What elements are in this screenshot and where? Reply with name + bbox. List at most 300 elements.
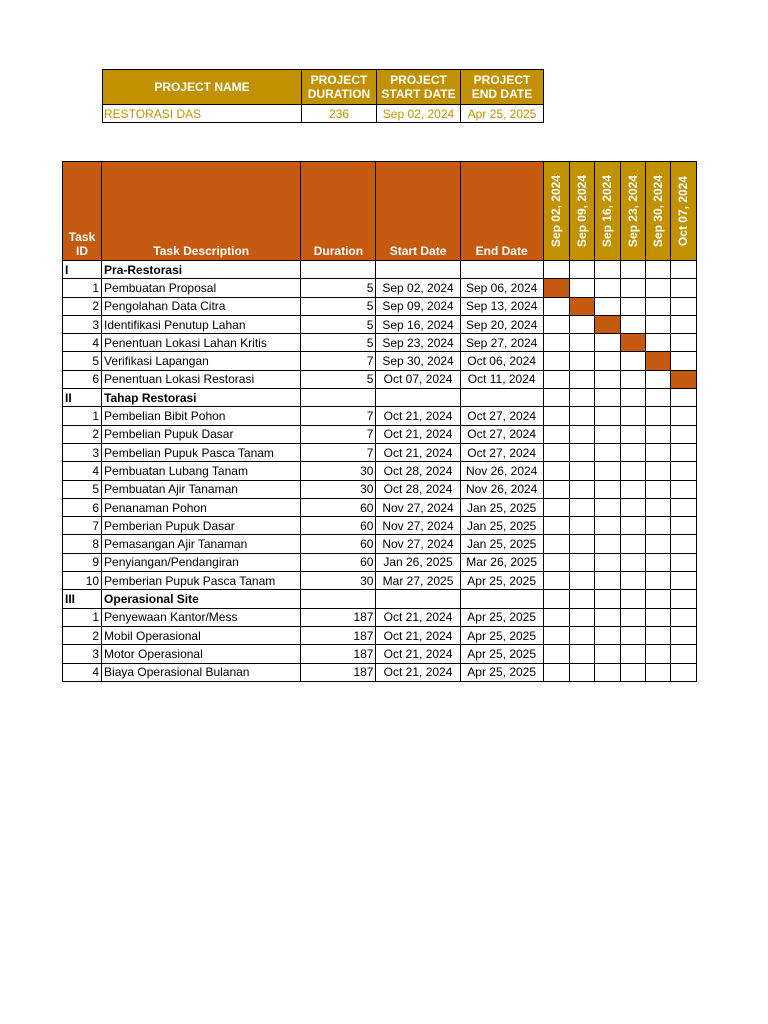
gantt-cell[interactable] bbox=[670, 443, 696, 461]
gantt-cell[interactable] bbox=[645, 389, 670, 407]
gantt-cell[interactable] bbox=[569, 590, 594, 608]
duration-cell[interactable] bbox=[301, 261, 376, 279]
task-description-cell[interactable]: Pembuatan Proposal bbox=[102, 279, 301, 297]
gantt-cell[interactable] bbox=[569, 389, 594, 407]
gantt-cell[interactable] bbox=[670, 407, 696, 425]
end-date-cell[interactable]: Oct 27, 2024 bbox=[460, 425, 543, 443]
gantt-cell[interactable] bbox=[645, 407, 670, 425]
task-row bbox=[63, 517, 697, 535]
duration-cell[interactable] bbox=[301, 389, 376, 407]
gantt-cell[interactable] bbox=[543, 462, 569, 480]
gantt-cell[interactable] bbox=[569, 517, 594, 535]
gantt-cell[interactable] bbox=[594, 389, 620, 407]
task-description-cell[interactable]: Penentuan Lokasi Restorasi bbox=[102, 370, 301, 388]
week-label: Sep 09, 2024 bbox=[574, 174, 589, 248]
gantt-cell[interactable] bbox=[670, 352, 696, 370]
gantt-cell[interactable] bbox=[594, 590, 620, 608]
header-project-start-date: PROJECT START DATE bbox=[377, 70, 461, 105]
start-date-cell[interactable]: Nov 27, 2024 bbox=[376, 517, 460, 535]
gantt-cell[interactable] bbox=[569, 608, 594, 626]
week-header-2 bbox=[594, 162, 620, 261]
project-end-date-cell[interactable]: Apr 25, 2025 bbox=[461, 105, 544, 123]
start-date-cell[interactable]: Sep 16, 2024 bbox=[376, 315, 460, 333]
header-project-end-date: PROJECT END DATE bbox=[461, 70, 544, 105]
duration-cell[interactable]: 60 bbox=[301, 553, 376, 571]
gantt-cell[interactable] bbox=[594, 279, 620, 297]
gantt-cell[interactable] bbox=[620, 315, 645, 333]
task-description-cell[interactable]: Penyiangan/Pendangiran bbox=[102, 553, 301, 571]
end-date-cell[interactable]: Oct 27, 2024 bbox=[460, 407, 543, 425]
end-date-cell[interactable]: Nov 26, 2024 bbox=[460, 462, 543, 480]
start-date-cell[interactable]: Sep 30, 2024 bbox=[376, 352, 460, 370]
gantt-cell[interactable] bbox=[543, 261, 569, 279]
week-header-5 bbox=[670, 162, 696, 261]
gantt-cell[interactable] bbox=[569, 572, 594, 590]
gantt-body bbox=[63, 261, 697, 682]
task-description-cell[interactable]: Mobil Operasional bbox=[102, 626, 301, 644]
end-date-cell[interactable]: Sep 20, 2024 bbox=[460, 315, 543, 333]
gantt-task-table bbox=[62, 161, 697, 682]
gantt-cell[interactable] bbox=[543, 370, 569, 388]
start-date-cell[interactable]: Oct 28, 2024 bbox=[376, 462, 460, 480]
start-date-cell[interactable]: Oct 21, 2024 bbox=[376, 425, 460, 443]
gantt-cell[interactable] bbox=[594, 352, 620, 370]
header-project-name: PROJECT NAME bbox=[103, 70, 302, 105]
gantt-cell[interactable] bbox=[645, 462, 670, 480]
week-label: Sep 02, 2024 bbox=[549, 174, 564, 248]
start-date-cell[interactable] bbox=[376, 590, 460, 608]
week-header-1 bbox=[569, 162, 594, 261]
gantt-cell[interactable] bbox=[645, 517, 670, 535]
task-id-cell[interactable]: 1 bbox=[63, 279, 102, 297]
gantt-bar[interactable] bbox=[670, 370, 696, 388]
gantt-cell[interactable] bbox=[543, 315, 569, 333]
task-id-cell[interactable]: 2 bbox=[63, 425, 102, 443]
task-id-cell[interactable]: 6 bbox=[63, 498, 102, 516]
task-id-cell[interactable]: 3 bbox=[63, 315, 102, 333]
duration-cell[interactable]: 5 bbox=[301, 315, 376, 333]
gantt-cell[interactable] bbox=[594, 334, 620, 352]
task-id-cell[interactable]: 1 bbox=[63, 608, 102, 626]
end-date-cell[interactable]: Sep 13, 2024 bbox=[460, 297, 543, 315]
gantt-cell[interactable] bbox=[543, 425, 569, 443]
task-description-cell[interactable]: Penanaman Pohon bbox=[102, 498, 301, 516]
gantt-cell[interactable] bbox=[620, 645, 645, 663]
duration-cell[interactable]: 5 bbox=[301, 370, 376, 388]
gantt-cell[interactable] bbox=[645, 279, 670, 297]
gantt-cell[interactable] bbox=[620, 352, 645, 370]
gantt-cell[interactable] bbox=[543, 389, 569, 407]
task-id-cell[interactable]: 8 bbox=[63, 535, 102, 553]
task-id-cell[interactable]: 5 bbox=[63, 352, 102, 370]
task-row bbox=[63, 407, 697, 425]
task-id-cell[interactable]: 3 bbox=[63, 443, 102, 461]
gantt-cell[interactable] bbox=[594, 480, 620, 498]
gantt-cell[interactable] bbox=[569, 626, 594, 644]
gantt-bar[interactable] bbox=[645, 352, 670, 370]
gantt-cell[interactable] bbox=[620, 517, 645, 535]
header-end-date: End Date bbox=[460, 162, 543, 261]
task-row bbox=[63, 425, 697, 443]
section-title-cell[interactable]: Pra-Restorasi bbox=[102, 261, 301, 279]
end-date-cell[interactable] bbox=[460, 389, 543, 407]
task-id-cell[interactable]: 4 bbox=[63, 334, 102, 352]
duration-cell[interactable]: 187 bbox=[301, 626, 376, 644]
gantt-cell[interactable] bbox=[569, 462, 594, 480]
duration-cell[interactable] bbox=[301, 590, 376, 608]
start-date-cell[interactable]: Nov 27, 2024 bbox=[376, 498, 460, 516]
gantt-bar[interactable] bbox=[543, 279, 569, 297]
duration-cell[interactable]: 60 bbox=[301, 517, 376, 535]
start-date-cell[interactable]: Oct 21, 2024 bbox=[376, 407, 460, 425]
gantt-cell[interactable] bbox=[620, 261, 645, 279]
gantt-cell[interactable] bbox=[670, 425, 696, 443]
gantt-cell[interactable] bbox=[620, 425, 645, 443]
end-date-cell[interactable]: Jan 25, 2025 bbox=[460, 535, 543, 553]
gantt-cell[interactable] bbox=[620, 553, 645, 571]
start-date-cell[interactable]: Mar 27, 2025 bbox=[376, 572, 460, 590]
gantt-cell[interactable] bbox=[670, 297, 696, 315]
gantt-cell[interactable] bbox=[594, 663, 620, 681]
gantt-cell[interactable] bbox=[569, 370, 594, 388]
header-duration: Duration bbox=[301, 162, 376, 261]
duration-cell[interactable]: 5 bbox=[301, 334, 376, 352]
gantt-cell[interactable] bbox=[569, 480, 594, 498]
task-row bbox=[63, 370, 697, 388]
header-task-description: Task Description bbox=[102, 162, 301, 261]
gantt-cell[interactable] bbox=[569, 352, 594, 370]
gantt-cell[interactable] bbox=[620, 535, 645, 553]
start-date-cell[interactable]: Oct 21, 2024 bbox=[376, 663, 460, 681]
task-row bbox=[63, 462, 697, 480]
gantt-cell[interactable] bbox=[543, 663, 569, 681]
gantt-cell[interactable] bbox=[569, 425, 594, 443]
section-id-cell[interactable]: II bbox=[63, 389, 102, 407]
end-date-cell[interactable]: Jan 25, 2025 bbox=[460, 498, 543, 516]
gantt-cell[interactable] bbox=[670, 608, 696, 626]
task-description-cell[interactable]: Identifikasi Penutup Lahan bbox=[102, 315, 301, 333]
gantt-cell[interactable] bbox=[543, 498, 569, 516]
gantt-cell[interactable] bbox=[620, 480, 645, 498]
end-date-cell[interactable]: Jan 25, 2025 bbox=[460, 517, 543, 535]
gantt-cell[interactable] bbox=[620, 443, 645, 461]
task-id-cell[interactable]: 3 bbox=[63, 645, 102, 663]
gantt-cell[interactable] bbox=[569, 261, 594, 279]
gantt-cell[interactable] bbox=[543, 480, 569, 498]
duration-cell[interactable]: 187 bbox=[301, 608, 376, 626]
gantt-cell[interactable] bbox=[594, 572, 620, 590]
gantt-bar[interactable] bbox=[569, 297, 594, 315]
start-date-cell[interactable]: Sep 23, 2024 bbox=[376, 334, 460, 352]
gantt-cell[interactable] bbox=[645, 370, 670, 388]
gantt-cell[interactable] bbox=[670, 626, 696, 644]
section-title-cell[interactable]: Operasional Site bbox=[102, 590, 301, 608]
gantt-cell[interactable] bbox=[620, 389, 645, 407]
gantt-cell[interactable] bbox=[670, 279, 696, 297]
gantt-cell[interactable] bbox=[620, 663, 645, 681]
gantt-cell[interactable] bbox=[670, 535, 696, 553]
gantt-cell[interactable] bbox=[670, 572, 696, 590]
gantt-cell[interactable] bbox=[543, 572, 569, 590]
task-row bbox=[63, 480, 697, 498]
start-date-cell[interactable]: Oct 21, 2024 bbox=[376, 443, 460, 461]
gantt-cell[interactable] bbox=[594, 553, 620, 571]
gantt-cell[interactable] bbox=[569, 279, 594, 297]
gantt-cell[interactable] bbox=[594, 443, 620, 461]
week-label: Sep 16, 2024 bbox=[600, 174, 615, 248]
task-row bbox=[63, 608, 697, 626]
duration-cell[interactable]: 187 bbox=[301, 645, 376, 663]
gantt-cell[interactable] bbox=[645, 590, 670, 608]
task-id-cell[interactable]: 2 bbox=[63, 626, 102, 644]
gantt-cell[interactable] bbox=[645, 572, 670, 590]
project-name-cell[interactable]: RESTORASI DAS bbox=[103, 105, 302, 123]
task-description-cell[interactable]: Biaya Operasional Bulanan bbox=[102, 663, 301, 681]
duration-cell[interactable]: 5 bbox=[301, 297, 376, 315]
duration-cell[interactable]: 60 bbox=[301, 535, 376, 553]
gantt-cell[interactable] bbox=[569, 498, 594, 516]
gantt-cell[interactable] bbox=[594, 261, 620, 279]
end-date-cell[interactable]: Sep 27, 2024 bbox=[460, 334, 543, 352]
gantt-cell[interactable] bbox=[569, 645, 594, 663]
task-id-cell[interactable]: 4 bbox=[63, 663, 102, 681]
start-date-cell[interactable]: Oct 21, 2024 bbox=[376, 608, 460, 626]
gantt-cell[interactable] bbox=[670, 645, 696, 663]
duration-cell[interactable]: 30 bbox=[301, 572, 376, 590]
gantt-cell[interactable] bbox=[594, 535, 620, 553]
gantt-cell[interactable] bbox=[620, 462, 645, 480]
summary-header-row bbox=[103, 70, 544, 105]
gantt-cell[interactable] bbox=[594, 370, 620, 388]
duration-cell[interactable]: 187 bbox=[301, 663, 376, 681]
task-description-cell[interactable]: Pembuatan Ajir Tanaman bbox=[102, 480, 301, 498]
gantt-cell[interactable] bbox=[645, 315, 670, 333]
gantt-cell[interactable] bbox=[543, 626, 569, 644]
project-duration-cell[interactable]: 236 bbox=[302, 105, 377, 123]
end-date-cell[interactable]: Oct 11, 2024 bbox=[460, 370, 543, 388]
end-date-cell[interactable]: Apr 25, 2025 bbox=[460, 608, 543, 626]
gantt-cell[interactable] bbox=[670, 480, 696, 498]
gantt-cell[interactable] bbox=[594, 645, 620, 663]
task-description-cell[interactable]: Pembelian Bibit Pohon bbox=[102, 407, 301, 425]
gantt-cell[interactable] bbox=[594, 626, 620, 644]
section-id-cell[interactable]: I bbox=[63, 261, 102, 279]
gantt-cell[interactable] bbox=[569, 553, 594, 571]
task-description-cell[interactable]: Pembelian Pupuk Dasar bbox=[102, 425, 301, 443]
start-date-cell[interactable]: Jan 26, 2025 bbox=[376, 553, 460, 571]
gantt-cell[interactable] bbox=[620, 297, 645, 315]
gantt-cell[interactable] bbox=[670, 261, 696, 279]
task-id-cell[interactable]: 2 bbox=[63, 297, 102, 315]
gantt-bar[interactable] bbox=[594, 315, 620, 333]
gantt-cell[interactable] bbox=[569, 315, 594, 333]
end-date-cell[interactable]: Mar 26, 2025 bbox=[460, 553, 543, 571]
gantt-cell[interactable] bbox=[620, 626, 645, 644]
end-date-cell[interactable] bbox=[460, 261, 543, 279]
project-start-date-cell[interactable]: Sep 02, 2024 bbox=[377, 105, 461, 123]
gantt-cell[interactable] bbox=[594, 608, 620, 626]
task-description-cell[interactable]: Pembelian Pupuk Pasca Tanam bbox=[102, 443, 301, 461]
week-label: Sep 23, 2024 bbox=[625, 174, 640, 248]
gantt-cell[interactable] bbox=[645, 645, 670, 663]
gantt-cell[interactable] bbox=[620, 279, 645, 297]
duration-cell[interactable]: 30 bbox=[301, 480, 376, 498]
week-header-4 bbox=[645, 162, 670, 261]
gantt-cell[interactable] bbox=[543, 407, 569, 425]
gantt-cell[interactable] bbox=[620, 572, 645, 590]
gantt-cell[interactable] bbox=[645, 553, 670, 571]
gantt-cell[interactable] bbox=[620, 590, 645, 608]
gantt-cell[interactable] bbox=[543, 443, 569, 461]
gantt-cell[interactable] bbox=[645, 425, 670, 443]
gantt-cell[interactable] bbox=[645, 443, 670, 461]
start-date-cell[interactable]: Oct 21, 2024 bbox=[376, 626, 460, 644]
task-row bbox=[63, 645, 697, 663]
gantt-cell[interactable] bbox=[543, 645, 569, 663]
end-date-cell[interactable]: Apr 25, 2025 bbox=[460, 626, 543, 644]
task-id-cell[interactable]: 10 bbox=[63, 572, 102, 590]
task-description-cell[interactable]: Penentuan Lokasi Lahan Kritis bbox=[102, 334, 301, 352]
gantt-cell[interactable] bbox=[543, 535, 569, 553]
gantt-cell[interactable] bbox=[645, 261, 670, 279]
gantt-cell[interactable] bbox=[543, 608, 569, 626]
week-header-0 bbox=[543, 162, 569, 261]
gantt-cell[interactable] bbox=[670, 334, 696, 352]
task-description-cell[interactable]: Penyewaan Kantor/Mess bbox=[102, 608, 301, 626]
duration-cell[interactable]: 30 bbox=[301, 462, 376, 480]
gantt-cell[interactable] bbox=[594, 407, 620, 425]
gantt-cell[interactable] bbox=[620, 608, 645, 626]
end-date-cell[interactable]: Apr 25, 2025 bbox=[460, 572, 543, 590]
end-date-cell[interactable] bbox=[460, 590, 543, 608]
gantt-cell[interactable] bbox=[569, 443, 594, 461]
task-id-cell[interactable]: 1 bbox=[63, 407, 102, 425]
end-date-cell[interactable]: Apr 25, 2025 bbox=[460, 645, 543, 663]
task-row bbox=[63, 626, 697, 644]
gantt-cell[interactable] bbox=[670, 517, 696, 535]
task-id-cell[interactable]: 6 bbox=[63, 370, 102, 388]
task-description-cell[interactable]: Motor Operasional bbox=[102, 645, 301, 663]
gantt-cell[interactable] bbox=[670, 462, 696, 480]
task-description-cell[interactable]: Pemberian Pupuk Dasar bbox=[102, 517, 301, 535]
section-id-cell[interactable]: III bbox=[63, 590, 102, 608]
task-id-cell[interactable]: 7 bbox=[63, 517, 102, 535]
gantt-cell[interactable] bbox=[670, 315, 696, 333]
gantt-cell[interactable] bbox=[594, 498, 620, 516]
gantt-cell[interactable] bbox=[594, 517, 620, 535]
gantt-cell[interactable] bbox=[670, 590, 696, 608]
gantt-cell[interactable] bbox=[594, 425, 620, 443]
gantt-cell[interactable] bbox=[594, 462, 620, 480]
task-row bbox=[63, 663, 697, 681]
task-row bbox=[63, 315, 697, 333]
section-row bbox=[63, 261, 697, 279]
end-date-cell[interactable]: Sep 06, 2024 bbox=[460, 279, 543, 297]
gantt-cell[interactable] bbox=[569, 663, 594, 681]
task-row bbox=[63, 498, 697, 516]
start-date-cell[interactable]: Oct 21, 2024 bbox=[376, 645, 460, 663]
duration-cell[interactable]: 60 bbox=[301, 498, 376, 516]
duration-cell[interactable]: 5 bbox=[301, 279, 376, 297]
start-date-cell[interactable] bbox=[376, 261, 460, 279]
task-row bbox=[63, 535, 697, 553]
gantt-bar[interactable] bbox=[620, 334, 645, 352]
section-row bbox=[63, 389, 697, 407]
gantt-cell[interactable] bbox=[543, 553, 569, 571]
task-row bbox=[63, 443, 697, 461]
summary-row bbox=[103, 105, 544, 123]
task-description-cell[interactable]: Pengolahan Data Citra bbox=[102, 297, 301, 315]
end-date-cell[interactable]: Oct 27, 2024 bbox=[460, 443, 543, 461]
gantt-cell[interactable] bbox=[569, 334, 594, 352]
gantt-cell[interactable] bbox=[670, 553, 696, 571]
gantt-header-row bbox=[63, 162, 697, 261]
gantt-cell[interactable] bbox=[645, 626, 670, 644]
task-row bbox=[63, 334, 697, 352]
start-date-cell[interactable]: Sep 09, 2024 bbox=[376, 297, 460, 315]
end-date-cell[interactable]: Oct 06, 2024 bbox=[460, 352, 543, 370]
gantt-cell[interactable] bbox=[670, 663, 696, 681]
gantt-cell[interactable] bbox=[645, 334, 670, 352]
task-row bbox=[63, 553, 697, 571]
week-label: Sep 30, 2024 bbox=[650, 174, 665, 248]
task-row bbox=[63, 352, 697, 370]
gantt-cell[interactable] bbox=[645, 535, 670, 553]
task-id-cell[interactable]: 9 bbox=[63, 553, 102, 571]
gantt-cell[interactable] bbox=[569, 535, 594, 553]
task-id-cell[interactable]: 5 bbox=[63, 480, 102, 498]
duration-cell[interactable]: 7 bbox=[301, 352, 376, 370]
gantt-cell[interactable] bbox=[543, 517, 569, 535]
gantt-cell[interactable] bbox=[620, 370, 645, 388]
task-description-cell[interactable]: Pembuatan Lubang Tanam bbox=[102, 462, 301, 480]
section-title-cell[interactable]: Tahap Restorasi bbox=[102, 389, 301, 407]
task-row bbox=[63, 297, 697, 315]
gantt-cell[interactable] bbox=[620, 407, 645, 425]
task-id-cell[interactable]: 4 bbox=[63, 462, 102, 480]
start-date-cell[interactable]: Sep 02, 2024 bbox=[376, 279, 460, 297]
gantt-cell[interactable] bbox=[543, 352, 569, 370]
gantt-cell[interactable] bbox=[569, 407, 594, 425]
gantt-cell[interactable] bbox=[670, 389, 696, 407]
duration-cell[interactable]: 7 bbox=[301, 425, 376, 443]
gantt-cell[interactable] bbox=[620, 498, 645, 516]
start-date-cell[interactable]: Oct 07, 2024 bbox=[376, 370, 460, 388]
end-date-cell[interactable]: Apr 25, 2025 bbox=[460, 663, 543, 681]
header-start-date: Start Date bbox=[376, 162, 460, 261]
gantt-cell[interactable] bbox=[645, 663, 670, 681]
gantt-cell[interactable] bbox=[543, 590, 569, 608]
gantt-cell[interactable] bbox=[645, 498, 670, 516]
gantt-cell[interactable] bbox=[645, 608, 670, 626]
start-date-cell[interactable] bbox=[376, 389, 460, 407]
gantt-cell[interactable] bbox=[543, 297, 569, 315]
gantt-cell[interactable] bbox=[645, 297, 670, 315]
task-description-cell[interactable]: Pemasangan Ajir Tanaman bbox=[102, 535, 301, 553]
task-description-cell[interactable]: Pemberian Pupuk Pasca Tanam bbox=[102, 572, 301, 590]
gantt-cell[interactable] bbox=[645, 480, 670, 498]
gantt-cell[interactable] bbox=[543, 334, 569, 352]
duration-cell[interactable]: 7 bbox=[301, 407, 376, 425]
gantt-cell[interactable] bbox=[670, 498, 696, 516]
duration-cell[interactable]: 7 bbox=[301, 443, 376, 461]
task-description-cell[interactable]: Verifikasi Lapangan bbox=[102, 352, 301, 370]
section-row bbox=[63, 590, 697, 608]
start-date-cell[interactable]: Nov 27, 2024 bbox=[376, 535, 460, 553]
start-date-cell[interactable]: Oct 28, 2024 bbox=[376, 480, 460, 498]
end-date-cell[interactable]: Nov 26, 2024 bbox=[460, 480, 543, 498]
gantt-cell[interactable] bbox=[594, 297, 620, 315]
